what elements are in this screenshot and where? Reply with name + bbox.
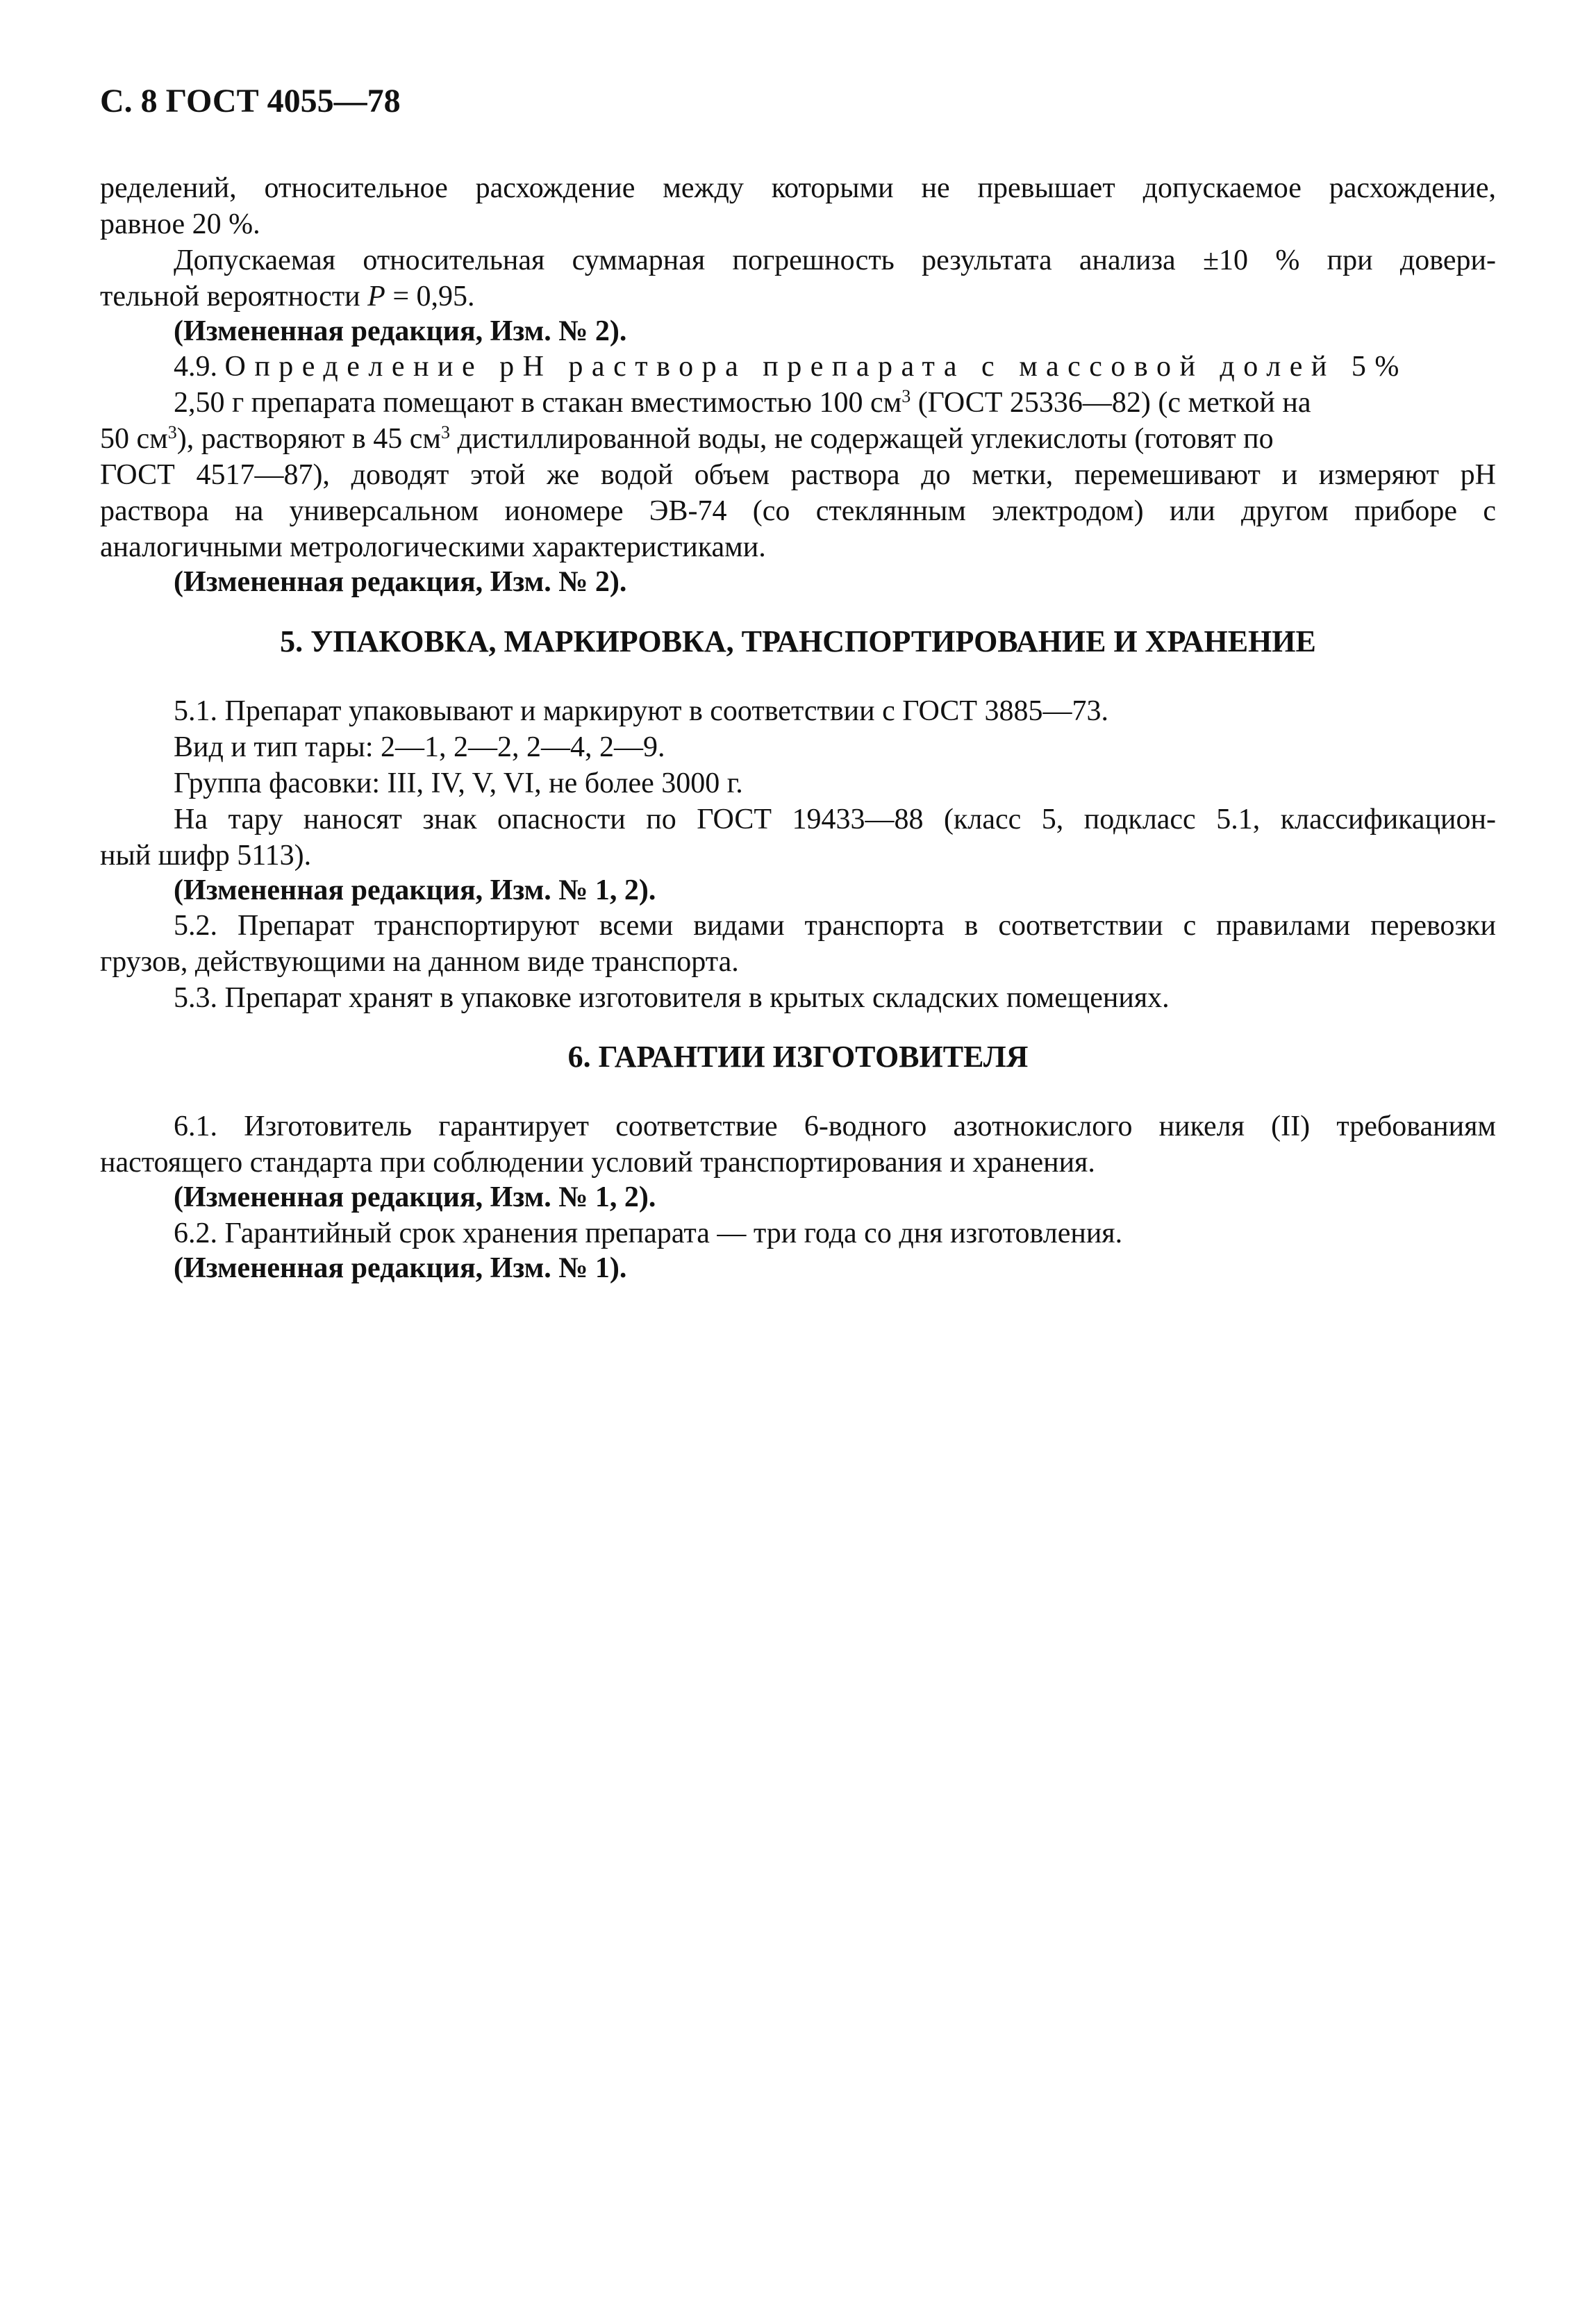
text-span: ), растворяют в 45 см xyxy=(176,423,441,455)
paragraph-line: На тару наносят знак опасности по ГОСТ 19433—88 (класс 5, подкласс 5.1, классификацион- xyxy=(174,804,1496,835)
paragraph-line xyxy=(174,385,1311,421)
section-heading: 5. УПАКОВКА, МАРКИРОВКА, ТРАНСПОРТИРОВАНИЕ И ХРАНЕНИЕ xyxy=(280,624,1316,658)
subsection-title-text: Определение pH раствора препарата с массовой долей 5% xyxy=(224,351,1408,383)
superscript: 3 xyxy=(167,422,177,442)
paragraph-line: ГОСТ 4517—87), доводят этой же водой объем раствора до метки, перемешивают и измеряют pH xyxy=(100,459,1496,491)
superscript: 3 xyxy=(440,422,450,442)
paragraph-line: равное 20 %. xyxy=(100,208,260,240)
amendment-note: (Измененная редакция, Изм. № 1, 2). xyxy=(174,1181,656,1213)
paragraph-line: грузов, действующими на данном виде транспорта. xyxy=(100,946,739,978)
paragraph-line: 6.1. Изготовитель гарантирует соответствие 6-водного азотнокислого никеля (II) требованиям xyxy=(174,1111,1496,1142)
text-span: (ГОСТ 25336—82) (с меткой на xyxy=(911,387,1311,419)
paragraph-line: 6.2. Гарантийный срок хранения препарата — три года со дня изготовления. xyxy=(174,1217,1123,1249)
page-header: С. 8 ГОСТ 4055—78 xyxy=(100,83,401,119)
paragraph-line: Группа фасовки: III, IV, V, VI, не более 3000 г. xyxy=(174,767,743,799)
amendment-note: (Измененная редакция, Изм. № 2). xyxy=(174,566,627,598)
paragraph-line: 5.2. Препарат транспортируют всеми видами транспорта в соответствии с правилами перевозки xyxy=(174,910,1496,942)
amendment-note: (Измененная редакция, Изм. № 1, 2). xyxy=(174,874,656,906)
probability-symbol: P xyxy=(367,281,385,313)
text-span: тельной вероятности xyxy=(100,281,368,313)
paragraph-line xyxy=(100,421,1274,457)
paragraph-line: ный шифр 5113). xyxy=(100,840,312,872)
subsection-number: 4.9. xyxy=(174,351,217,383)
text-span: = 0,95. xyxy=(385,281,475,313)
superscript: 3 xyxy=(901,386,911,406)
paragraph-line: 5.1. Препарат упаковывают и маркируют в соответствии с ГОСТ 3885—73. xyxy=(174,695,1108,727)
section-heading: 6. ГАРАНТИИ ИЗГОТОВИТЕЛЯ xyxy=(567,1040,1029,1074)
paragraph-line: Вид и тип тары: 2—1, 2—2, 2—4, 2—9. xyxy=(174,731,665,763)
text-span: 2,50 г препарата помещают в стакан вместимостью 100 см xyxy=(174,387,902,419)
paragraph-line: 5.3. Препарат хранят в упаковке изготовителя в крытых складских помещениях. xyxy=(174,982,1170,1014)
paragraph-line xyxy=(100,278,475,315)
paragraph-line: настоящего стандарта при соблюдении условий транспортирования и хранения. xyxy=(100,1147,1095,1179)
paragraph-line: ределений, относительное расхождение между которыми не превышает допускаемое расхождение, xyxy=(100,172,1496,204)
subsection-title xyxy=(174,349,1496,385)
paragraph-line: раствора на универсальном иономере ЭВ-74 (со стеклянным электродом) или другом приборе с xyxy=(100,495,1496,527)
text-span: 50 см xyxy=(100,423,168,455)
paragraph-line: Допускаемая относительная суммарная погрешность результата анализа ±10 % при довери- xyxy=(174,244,1496,276)
amendment-note: (Измененная редакция, Изм. № 2). xyxy=(174,315,627,347)
amendment-note: (Измененная редакция, Изм. № 1). xyxy=(174,1252,627,1284)
paragraph-line: аналогичными метрологическими характеристиками. xyxy=(100,531,766,563)
text-span: дистиллированной воды, не содержащей углекислоты (готовят по xyxy=(449,423,1274,455)
